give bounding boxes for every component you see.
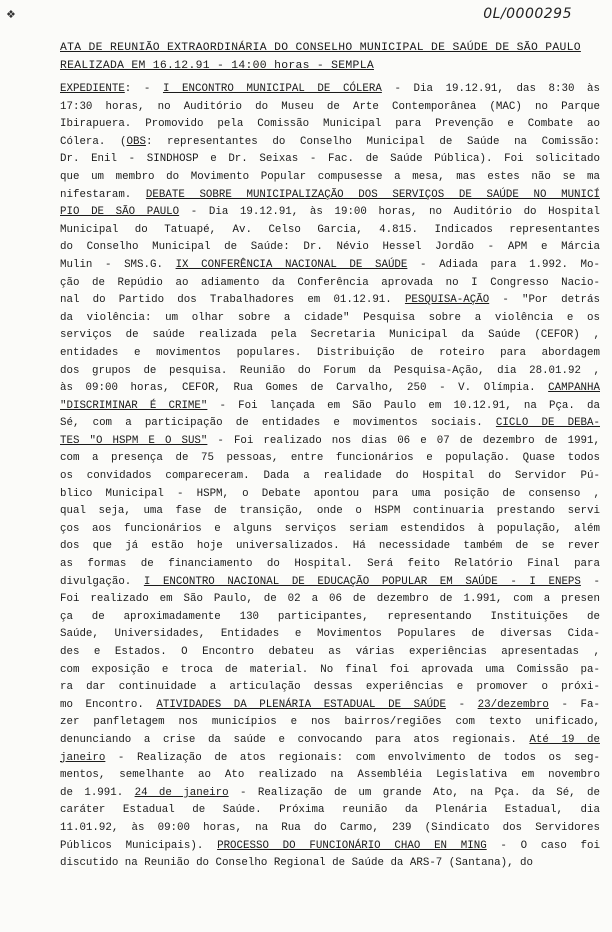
underlined-heading: OBS	[126, 135, 146, 148]
text-run: - Foi realizado nos dias 06 e 07 de dezembro de 1991,	[207, 434, 600, 447]
document-title	[60, 39, 600, 75]
text-line	[60, 134, 600, 152]
underlined-heading: TES "O HSPM E O SUS"	[60, 434, 208, 447]
text-run: ção de Repúdio ao adiamento da Conferência aprovada no I Congresso Nacio-	[60, 276, 600, 289]
text-line	[60, 626, 600, 644]
text-run: denunciando a crise da saúde e convocando para atos regionais.	[60, 733, 530, 746]
text-run: blico Municipal - HSPM, o Debate apontou para uma posição de consenso ,	[60, 487, 600, 500]
underlined-heading: ATIVIDADES DA PLENÁRIA ESTADUAL DE SAÚDE	[156, 698, 447, 711]
text-run: nifestaram.	[60, 188, 146, 201]
text-line	[60, 327, 600, 345]
text-run: as formas de financiamento do Hospital. Será feito Relatório Final para	[60, 558, 600, 571]
text-line	[60, 450, 600, 468]
text-line	[60, 380, 600, 398]
text-run: - Foi lançada em São Paulo em 10.12.91, na Pça. da	[207, 399, 600, 412]
text-run: que um membro do Movimento Popular compusesse a mesa, mas estes não se ma	[60, 170, 600, 183]
text-run: ra dar continuidade a articulação dessas experiências e promover o próxi-	[60, 681, 600, 694]
text-line	[60, 802, 600, 820]
text-run: mentos, semelhante ao Ato realizado na Assembléia Legislativa em novembro	[60, 769, 600, 782]
text-run: -	[446, 698, 478, 711]
text-run: divulgação.	[60, 575, 144, 588]
text-run: nal do Partido dos Trabalhadores em 01.12.91.	[60, 294, 405, 307]
text-line	[60, 574, 600, 592]
text-line	[60, 81, 600, 99]
underlined-heading: DEBATE SOBRE MUNICIPALIZAÇÃO DOS SERVIÇOS DE SAÚDE NO MUNICÍ	[145, 188, 600, 201]
text-line	[60, 785, 600, 803]
text-line	[60, 644, 600, 662]
text-run: entidades e movimentos populares. Distribuição de roteiro para abordagem	[60, 346, 600, 359]
text-run: Cólera. (	[60, 135, 127, 148]
text-line	[60, 169, 600, 187]
text-run: - Dia 19.12.91, das 8:30 às	[381, 83, 600, 95]
title-line-2: REALIZADA EM 16.12.91 - 14:00 horas - SEMPLA	[60, 60, 374, 72]
text-line	[60, 468, 600, 486]
text-run: - Realização de atos regionais: com envolvimento de todos os seg-	[105, 751, 600, 764]
text-run: 11.01.92, às 09:00 horas, na Rua do Carmo, 239 (Sindicato dos Servidores	[60, 821, 600, 834]
text-run: mo Encontro.	[60, 698, 157, 711]
text-line	[60, 538, 600, 556]
corner-mark: ❖	[6, 8, 16, 21]
text-line	[60, 345, 600, 363]
text-line	[60, 820, 600, 838]
text-line	[60, 855, 600, 873]
underlined-heading: "DISCRIMINAR É CRIME"	[60, 399, 208, 412]
text-line	[60, 503, 600, 521]
text-line	[60, 714, 600, 732]
underlined-heading: PROCESSO DO FUNCIONÁRIO CHAO EN MING	[217, 839, 487, 852]
underlined-heading: PIO DE SÃO PAULO	[60, 206, 180, 219]
text-run: - Fa-	[548, 698, 600, 711]
text-line	[60, 521, 600, 539]
text-line	[60, 239, 600, 257]
text-line	[60, 591, 600, 609]
text-run: Ibirapuera. Promovido pela Comissão Municipal para Prevenção e Combate ao	[60, 118, 600, 131]
text-run: ços aos funcionários e alguns serviços seriam estendidos à população, além	[60, 522, 600, 535]
underlined-heading: janeiro	[60, 751, 106, 764]
minutes-body	[60, 81, 600, 873]
text-run: -	[580, 575, 600, 588]
text-run: da violência: um olhar sobre a cidade" Pesquisa sobre a violência e os	[60, 311, 600, 324]
text-run: do Conselho Municipal de Saúde: Dr. Névio Hessel Jordão - APM e Márcia	[60, 241, 600, 254]
document-id: 0L/0000295	[483, 6, 572, 22]
underlined-heading: CAMPANHA	[548, 382, 600, 395]
text-run: Dr. Enil - SINDHOSP e Dr. Seixas - Fac. de Saúde Pública). Foi solicitado	[60, 153, 600, 166]
title-line-1: ATA DE REUNIÃO EXTRAORDINÁRIA DO CONSELHO MUNICIPAL DE SAÚDE DE SÃO PAULO	[60, 42, 581, 54]
text-run: com exposição e troca de material. No final foi aprovada uma Comissão pa-	[60, 663, 600, 676]
text-line	[60, 187, 600, 205]
underlined-heading: PESQUISA-AÇÃO	[404, 294, 490, 307]
underlined-heading: 24 de janeiro	[134, 786, 229, 799]
text-line	[60, 838, 600, 856]
underlined-heading: 23/dezembro	[477, 698, 549, 711]
text-run: Foi realizado em São Paulo, de 02 a 06 de dezembro de 1.991, com a presen	[60, 593, 600, 606]
text-run: Públicos Municipais).	[60, 839, 218, 852]
text-line	[60, 433, 600, 451]
text-line	[60, 662, 600, 680]
text-run: ça de aproximadamente 130 participantes, representando Instituições de	[60, 610, 600, 623]
underlined-heading: I ENCONTRO NACIONAL DE EDUCAÇÃO POPULAR EM SAÚDE - I ENEPS	[143, 575, 581, 588]
text-line	[60, 732, 600, 750]
underlined-heading: IX CONFERÊNCIA NACIONAL DE SAÚDE	[175, 258, 408, 271]
text-line	[60, 679, 600, 697]
text-run: des e Estados. O Encontro debateu as várias experiências apresentadas ,	[60, 646, 600, 658]
text-run: dos grupos de pesquisa. Reunião do Forum da Pesquisa-Ação, dia 28.01.92 ,	[60, 364, 600, 377]
text-run: Municipal do Tatuapé, Av. Celso Garcia, 4.815. Indicados representantes	[60, 223, 600, 236]
text-run: Sé, com a participação de entidades e movimentos sociais.	[60, 417, 496, 430]
underlined-heading: I ENCONTRO MUNICIPAL DE CÓLERA	[162, 83, 382, 95]
text-run: com a presença de 75 pessoas, entre funcionários e população. Quase todos	[60, 452, 600, 465]
text-run: dos que já estão hoje universalizados. Há necessidade também de se rever	[60, 540, 600, 553]
text-run: serviços de saúde realizada pela Secretaria Municipal da Saúde (CEFOR) ,	[60, 329, 600, 342]
text-run: : -	[124, 83, 163, 95]
text-run: Saúde, Universidades, Entidades e Movimentos Populares de diversas Cida-	[60, 628, 600, 641]
text-line	[60, 292, 600, 310]
text-run: caráter Estadual de Saúde. Próxima reunião da Plenária Estadual, dia	[60, 804, 600, 817]
text-line	[60, 116, 600, 134]
text-line	[60, 415, 600, 433]
text-line	[60, 310, 600, 328]
text-run: qual seja, uma fase de transição, onde o HSPM continuaria prestando servi	[60, 505, 600, 518]
text-run: de 1.991.	[60, 786, 135, 799]
text-line	[60, 750, 600, 768]
text-run: - Adiada para 1.992. Mo-	[407, 258, 600, 271]
text-run: zer panfletagem nos municípios e nos bairros/regiões com texto unificado,	[60, 716, 600, 729]
text-run: os convidados compareceram. Dada a realidade do Hospital do Servidor Pú-	[60, 470, 600, 483]
text-run: : representantes do Conselho Municipal de Saúde na Comissão:	[145, 135, 600, 148]
underlined-heading: EXPEDIENTE	[60, 83, 125, 95]
text-line	[60, 204, 600, 222]
text-line	[60, 257, 600, 275]
text-line	[60, 767, 600, 785]
text-run: 17:30 horas, no Auditório do Museu de Arte Contemporânea (MAC) no Parque	[60, 100, 600, 113]
text-line	[60, 363, 600, 381]
text-line	[60, 275, 600, 293]
underlined-heading: Até 19 de	[529, 733, 600, 746]
text-line	[60, 486, 600, 504]
text-line	[60, 556, 600, 574]
text-line	[60, 99, 600, 117]
text-run: - Realização de um grande Ato, na Pça. da Sé, de	[228, 786, 600, 799]
text-line	[60, 222, 600, 240]
text-line	[60, 697, 600, 715]
text-run: Mulin - SMS.G.	[60, 258, 176, 271]
text-line	[60, 398, 600, 416]
text-line	[60, 151, 600, 169]
text-run: - Dia 19.12.91, às 19:00 horas, no Auditório do Hospital	[179, 206, 600, 219]
text-run: - "Por detrás	[489, 294, 600, 307]
underlined-heading: CICLO DE DEBA-	[495, 417, 600, 430]
text-run: às 09:00 horas, CEFOR, Rua Gomes de Carvalho, 250 - V. Olímpia.	[60, 382, 549, 395]
text-line	[60, 609, 600, 627]
text-run: discutido na Reunião do Conselho Regional de Saúde da ARS-7 (Santana), do	[60, 857, 533, 870]
text-run: - O caso foi	[486, 839, 600, 852]
